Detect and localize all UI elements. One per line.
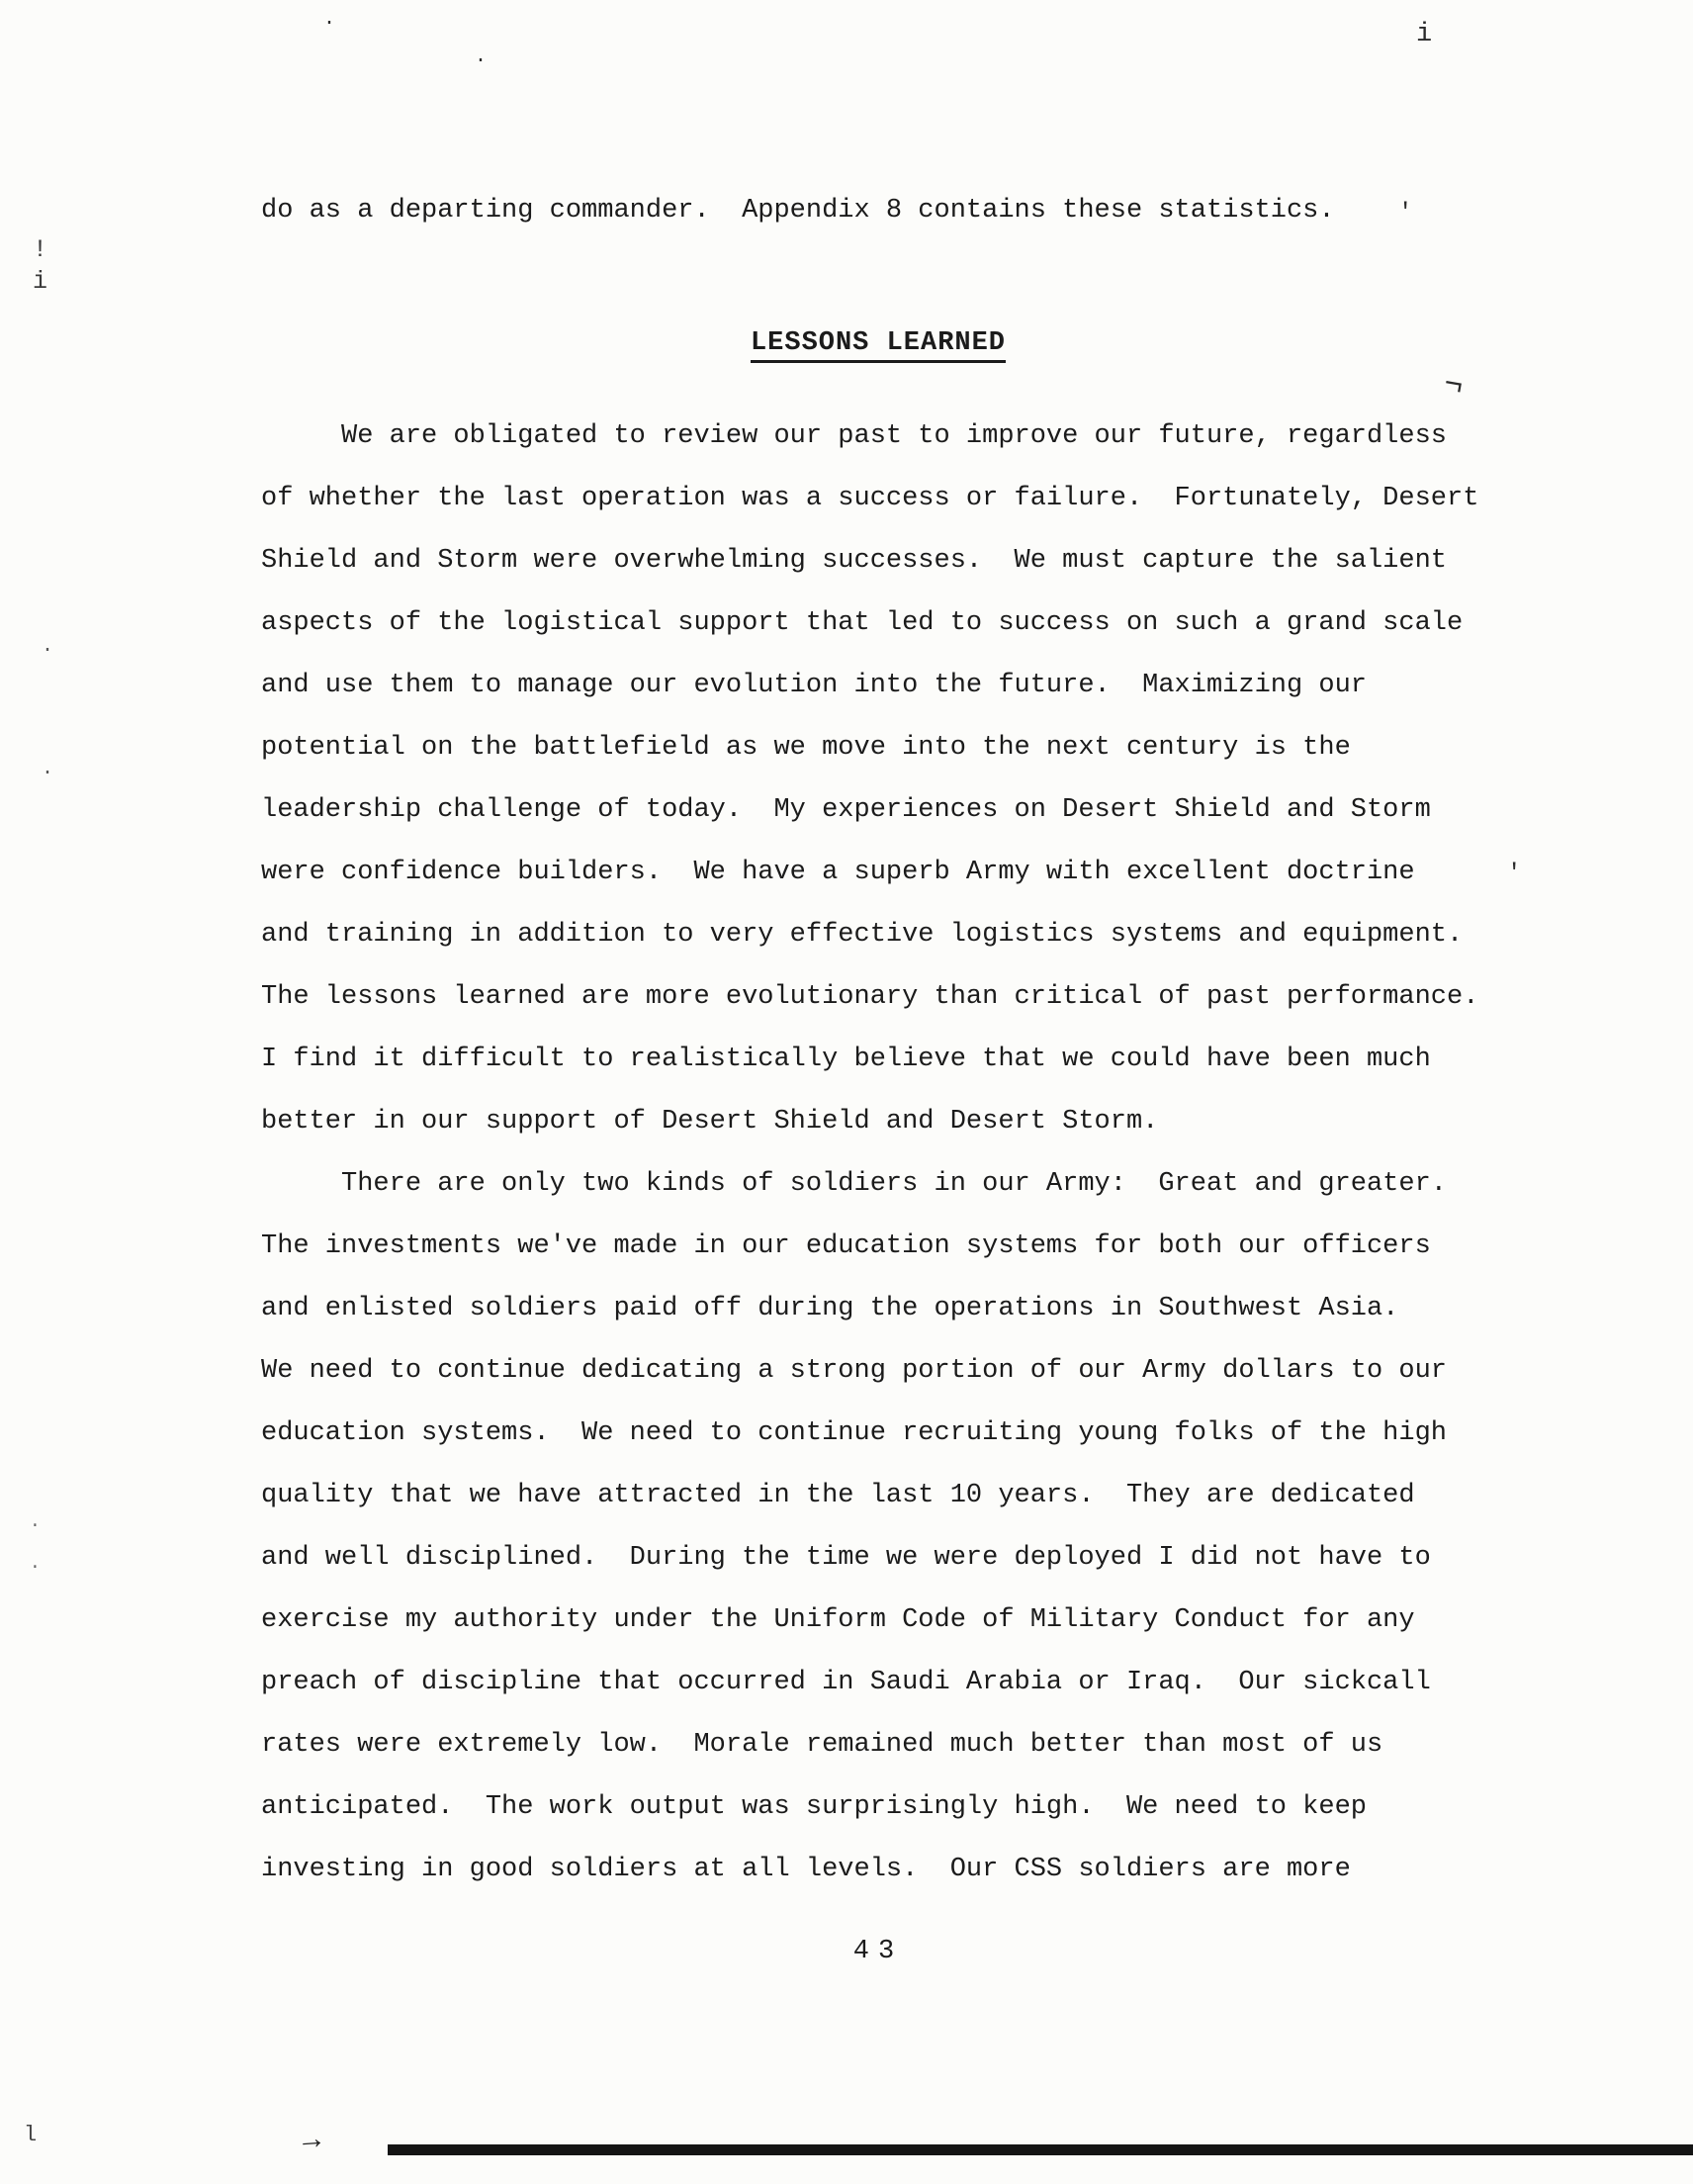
text-line: quality that we have attracted in the last 10 years. They are dedicated — [261, 1481, 1415, 1510]
text-line: were confidence builders. We have a superb Army with excellent doctrine — [261, 858, 1415, 887]
scan-artifact-mark: i — [1416, 20, 1433, 49]
text-line: education systems. We need to continue recruiting young folks of the high — [261, 1418, 1447, 1448]
text-line: and training in addition to very effective logistics systems and equipment. — [261, 920, 1464, 950]
text-line: leadership challenge of today. My experiences on Desert Shield and Storm — [261, 795, 1431, 825]
text-line: exercise my authority under the Uniform Code of Military Conduct for any — [261, 1605, 1415, 1635]
section-heading-wrap — [261, 328, 1495, 358]
scan-artifact-mark: ! — [33, 235, 48, 264]
text-line: The investments we've made in our education systems for both our officers — [261, 1231, 1431, 1261]
text-line: potential on the battlefield as we move into the next century is the — [261, 733, 1351, 763]
text-line: and well disciplined. During the time we were deployed I did not have to — [261, 1543, 1431, 1573]
scan-artifact-dot: . — [30, 1554, 41, 1574]
text-line: The lessons learned are more evolutionary than critical of past performance. — [261, 982, 1479, 1012]
scan-artifact-dot: . — [475, 46, 488, 68]
scan-artifact-mark: ¬ — [1441, 365, 1467, 406]
scan-artifact-dot: . — [42, 635, 54, 658]
scan-artifact-tick: ' — [1398, 200, 1413, 227]
section-heading: LESSONS LEARNED — [751, 328, 1006, 363]
text-line: There are only two kinds of soldiers in our Army: Great and greater. — [261, 1169, 1447, 1199]
text-line: and enlisted soldiers paid off during the operations in Southwest Asia. — [261, 1294, 1399, 1323]
text-line: preach of discipline that occurred in Saudi Arabia or Iraq. Our sickcall — [261, 1668, 1431, 1697]
text-line: rates were extremely low. Morale remained much better than most of us — [261, 1730, 1383, 1760]
scan-artifact-dot: · — [323, 12, 336, 35]
scan-artifact-dot: . — [30, 1512, 41, 1532]
text-line: aspects of the logistical support that led to success on such a grand scale — [261, 608, 1464, 638]
text-line: anticipated. The work output was surprisingly high. We need to keep — [261, 1792, 1367, 1822]
text-line: and use them to manage our evolution into the future. Maximizing our — [261, 671, 1367, 700]
text-line: of whether the last operation was a success or failure. Fortunately, Desert — [261, 484, 1479, 513]
text-line: investing in good soldiers at all levels. Our CSS soldiers are more — [261, 1855, 1351, 1884]
body-text — [261, 406, 1478, 1901]
text-line: Shield and Storm were overwhelming successes. We must capture the salient — [261, 546, 1447, 576]
page-number: 43 — [852, 1937, 904, 1966]
text-line: better in our support of Desert Shield and Desert Storm. — [261, 1107, 1159, 1137]
text-line: We need to continue dedicating a strong portion of our Army dollars to our — [261, 1356, 1447, 1386]
scan-artifact-mark: i — [33, 267, 48, 296]
scan-artifact-dot: . — [42, 758, 54, 780]
scan-artifact-arrow: → — [301, 2124, 322, 2159]
opening-line: do as a departing commander. Appendix 8 contains these statistics. — [261, 196, 1335, 226]
scan-artifact-tick: ' — [1507, 861, 1522, 887]
text-line: I find it difficult to realistically believe that we could have been much — [261, 1045, 1431, 1074]
scan-artifact-mark: l — [24, 2123, 38, 2147]
text-line: We are obligated to review our past to improve our future, regardless — [261, 421, 1447, 451]
footer-rule — [388, 2144, 1693, 2155]
